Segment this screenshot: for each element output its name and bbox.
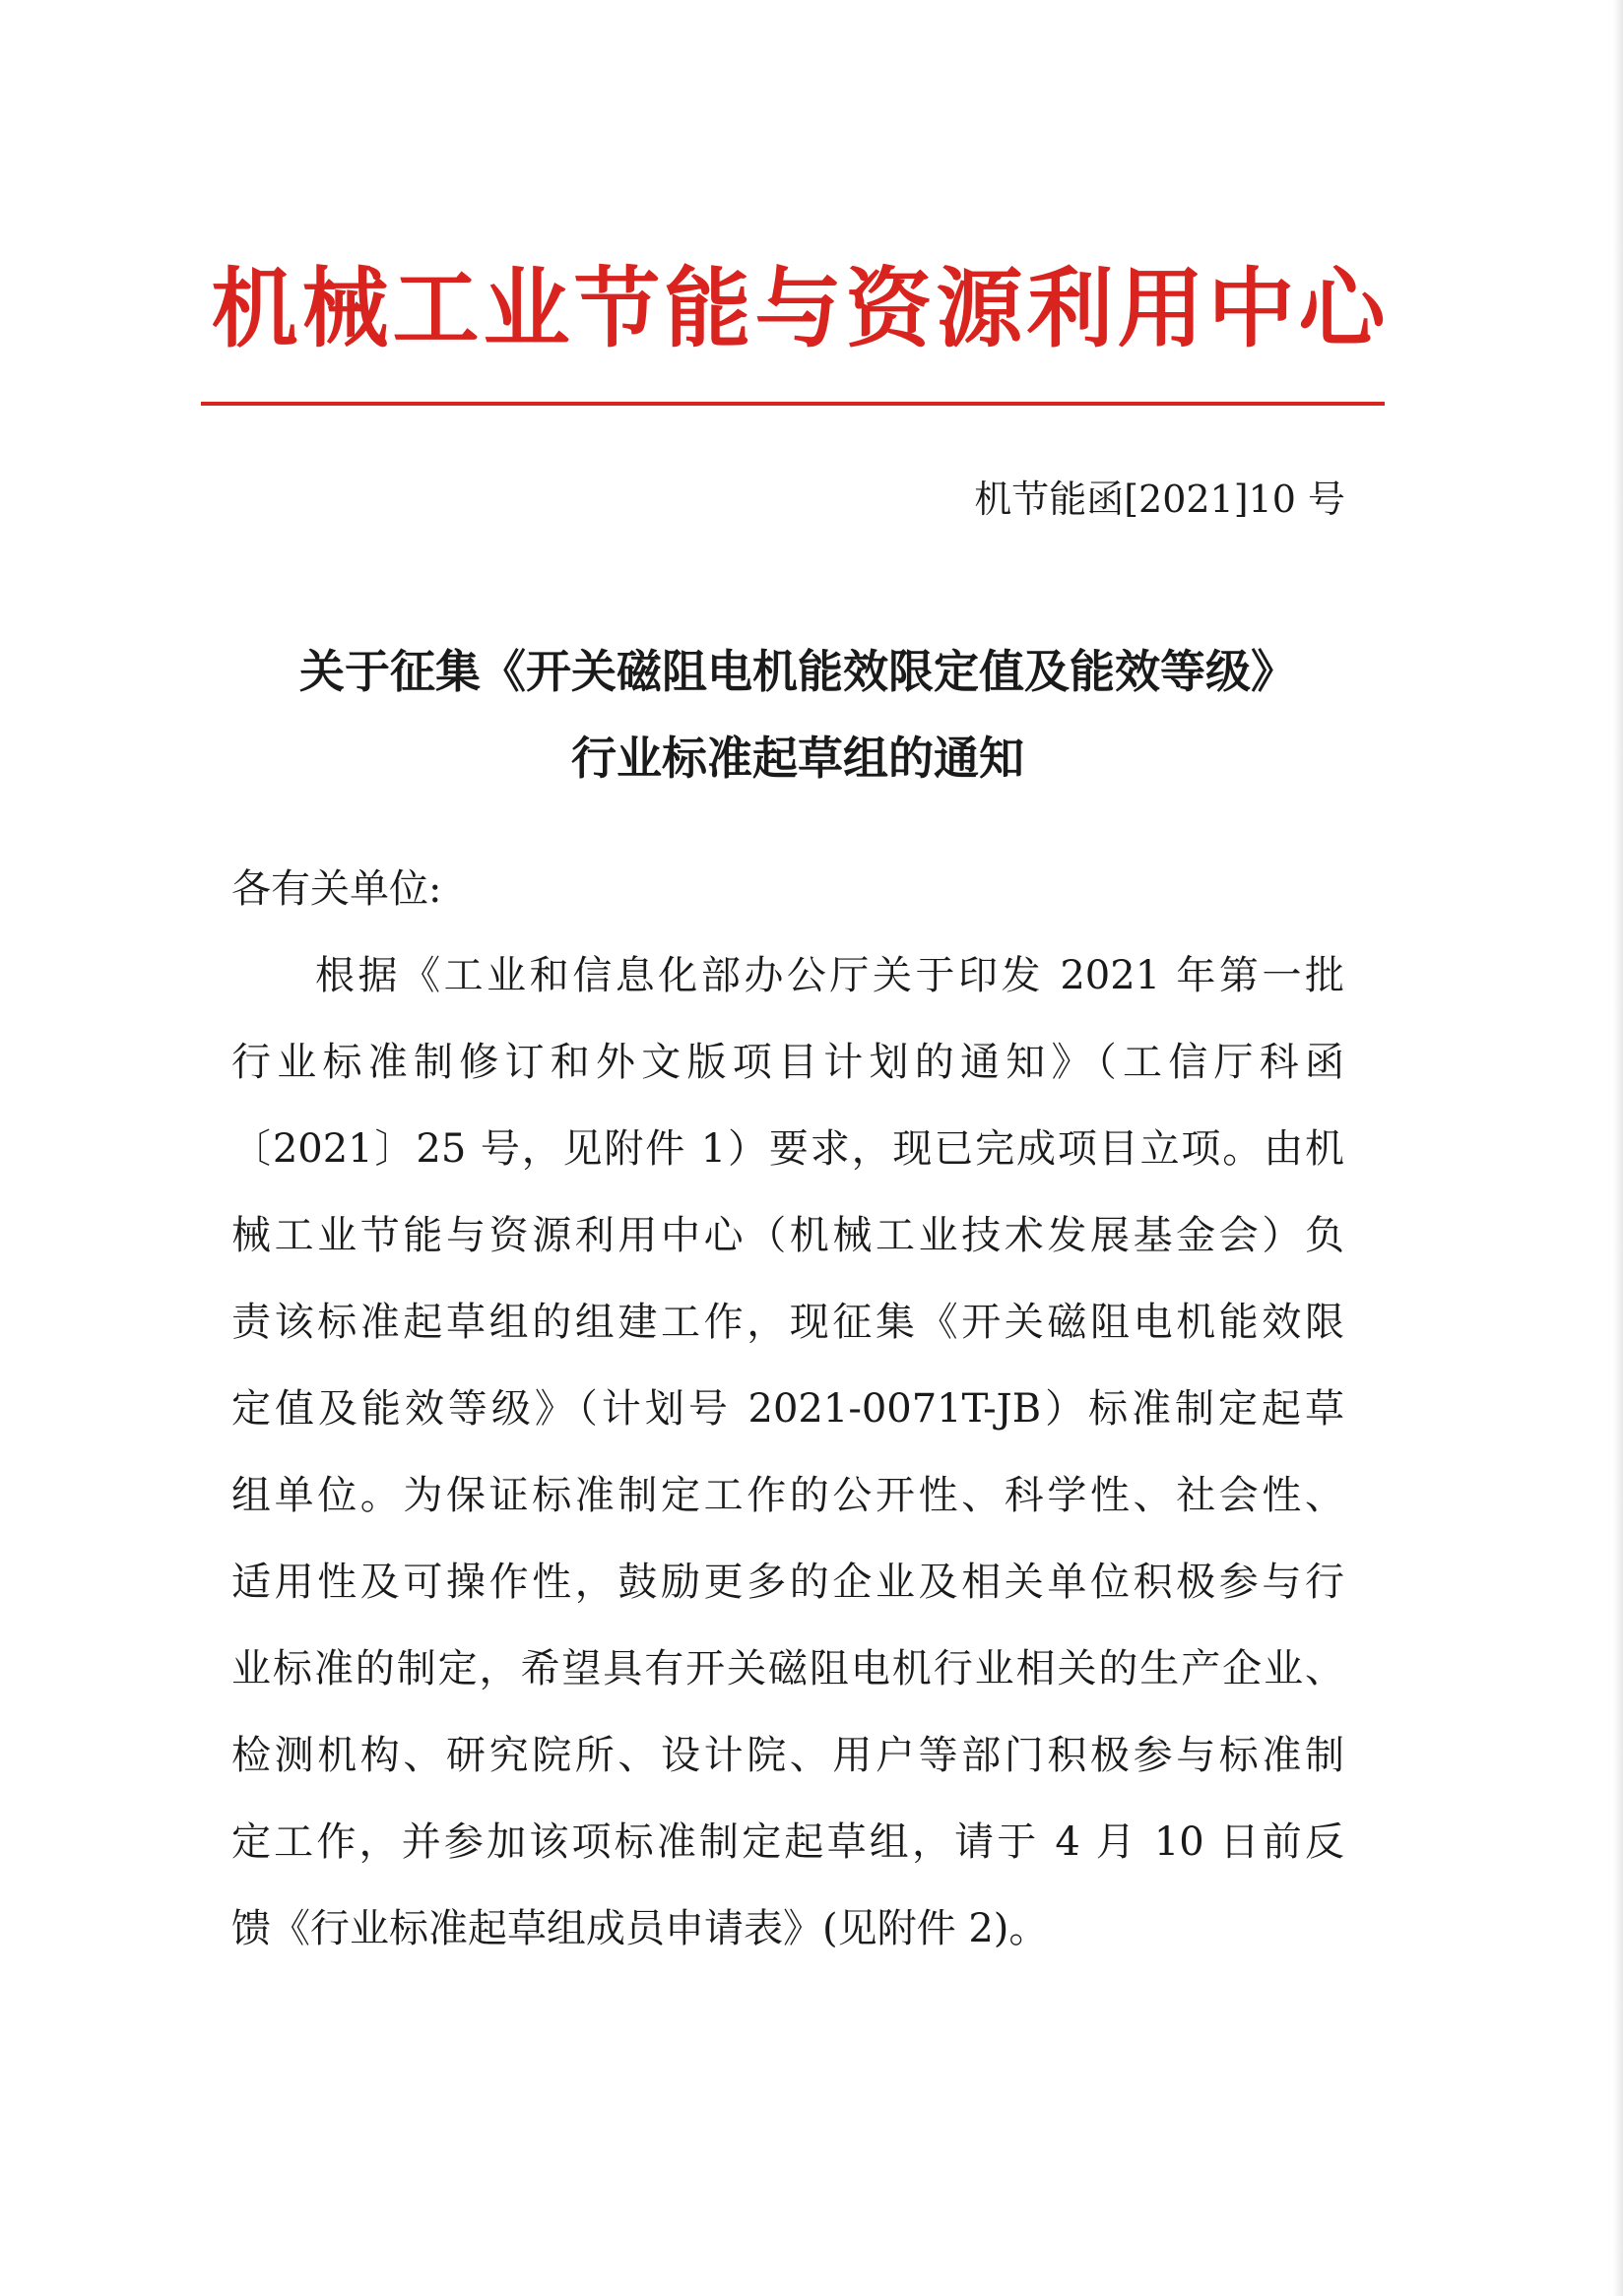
letterhead-red-rule: [201, 402, 1385, 406]
notice-title-line-1: 关于征集《开关磁阻电机能效限定值及能效等级》: [299, 645, 1296, 698]
body-line: 根据《工业和信息化部办公厅关于印发 2021 年第一批: [315, 953, 1344, 998]
document-number: 机节能函[2021]10 号: [974, 478, 1345, 521]
notice-title-line-2: 行业标准起草组的通知: [571, 732, 1024, 785]
body-line: 责该标准起草组的组建工作，现征集《开关磁阻电机能效限: [231, 1300, 1344, 1345]
body-line: 〔2021〕25 号，见附件 1）要求，现已完成项目立项。由机: [231, 1126, 1344, 1172]
body-line: 检测机构、研究院所、设计院、用户等部门积极参与标准制: [231, 1733, 1344, 1778]
body-line: 组单位。为保证标准制定工作的公开性、科学性、社会性、: [231, 1473, 1344, 1518]
letterhead-org-name: 机械工业节能与资源利用中心: [211, 257, 1390, 359]
body-line: 适用性及可操作性，鼓励更多的企业及相关单位积极参与行: [231, 1560, 1344, 1605]
body-line: 馈《行业标准起草组成员申请表》(见附件 2)。: [231, 1906, 1049, 1951]
body-line: 械工业节能与资源利用中心（机械工业技术发展基金会）负: [231, 1213, 1344, 1258]
binding-edge: [1613, 0, 1623, 2296]
body-line: 业标准的制定，希望具有开关磁阻电机行业相关的生产企业、: [231, 1646, 1344, 1691]
body-line: 定工作，并参加该项标准制定起草组，请于 4 月 10 日前反: [231, 1819, 1344, 1865]
salutation: 各有关单位:: [231, 866, 442, 912]
body-line: 行业标准制修订和外文版项目计划的通知》（工信厅科函: [231, 1040, 1344, 1085]
body-line: 定值及能效等级》（计划号 2021-0071T-JB）标准制定起草: [231, 1386, 1344, 1432]
